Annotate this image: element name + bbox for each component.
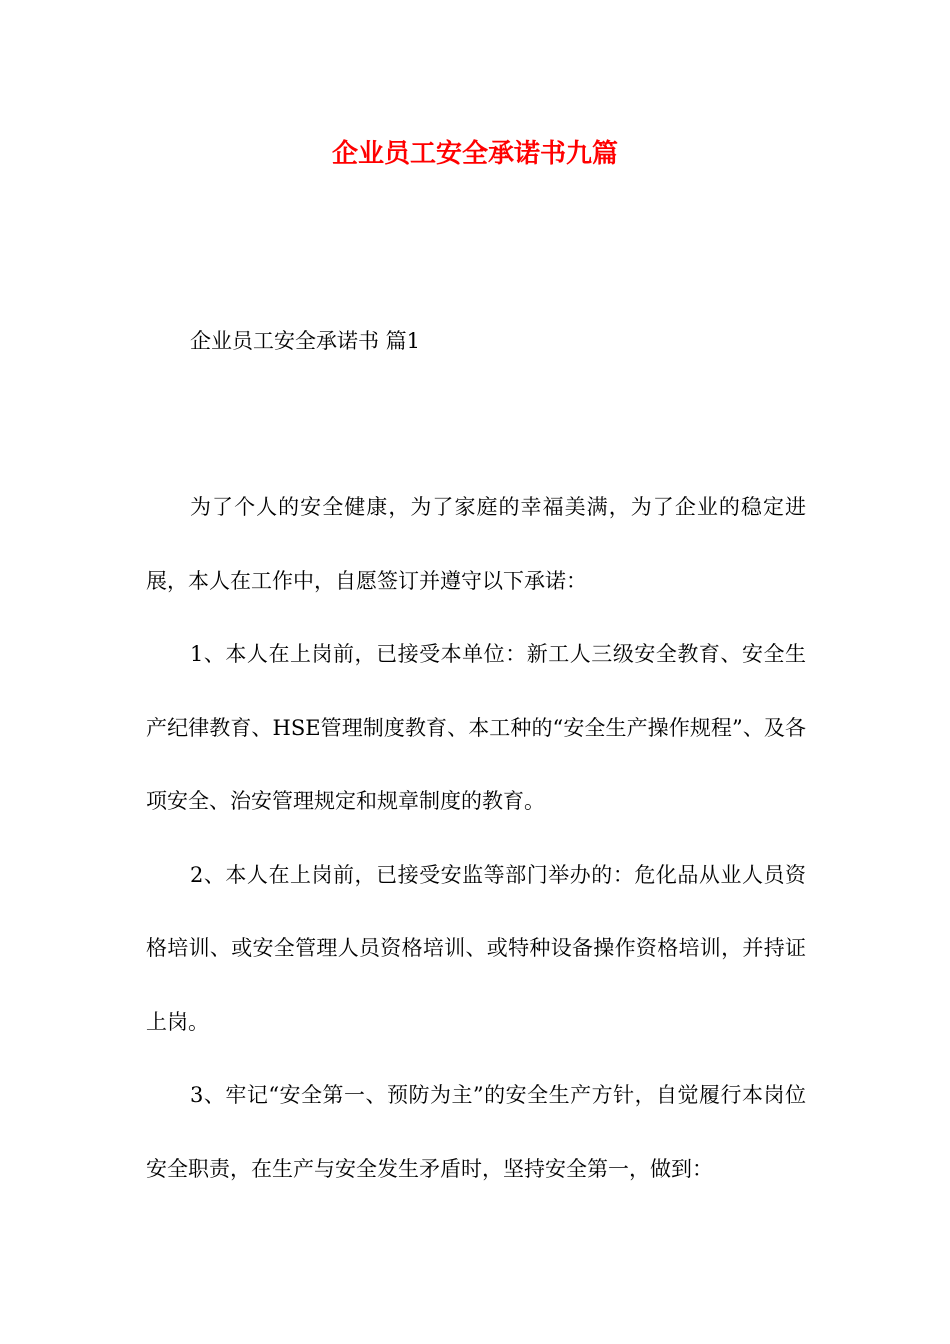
paragraph-item-3: 3、牢记“安全第一、预防为主”的安全生产方针，自觉履行本岗位安全职责，在生产与安全发生矛盾时，坚持安全第一，做到： [146,1083,806,1181]
paragraph-item-1: 1、本人在上岗前，已接受本单位：新工人三级安全教育、安全生产纪律教育、HSE管理制度教育、本工种的“安全生产操作规程”、及各项安全、治安管理规定和规章制度的教育。 [146,642,806,813]
document-title: 企业员工安全承诺书九篇 [331,139,618,169]
section-heading: 企业员工安全承诺书 篇1 [190,329,421,353]
paragraph-item-2: 2、本人在上岗前，已接受安监等部门举办的：危化品从业人员资格培训、或安全管理人员资格培训、或特种设备操作资格培训，并持证上岗。 [146,862,806,1034]
paragraph-intro: 为了个人的安全健康，为了家庭的幸福美满，为了企业的稳定进展，本人在工作中，自愿签订并遵守以下承诺： [146,495,806,593]
document-body [146,471,806,1206]
